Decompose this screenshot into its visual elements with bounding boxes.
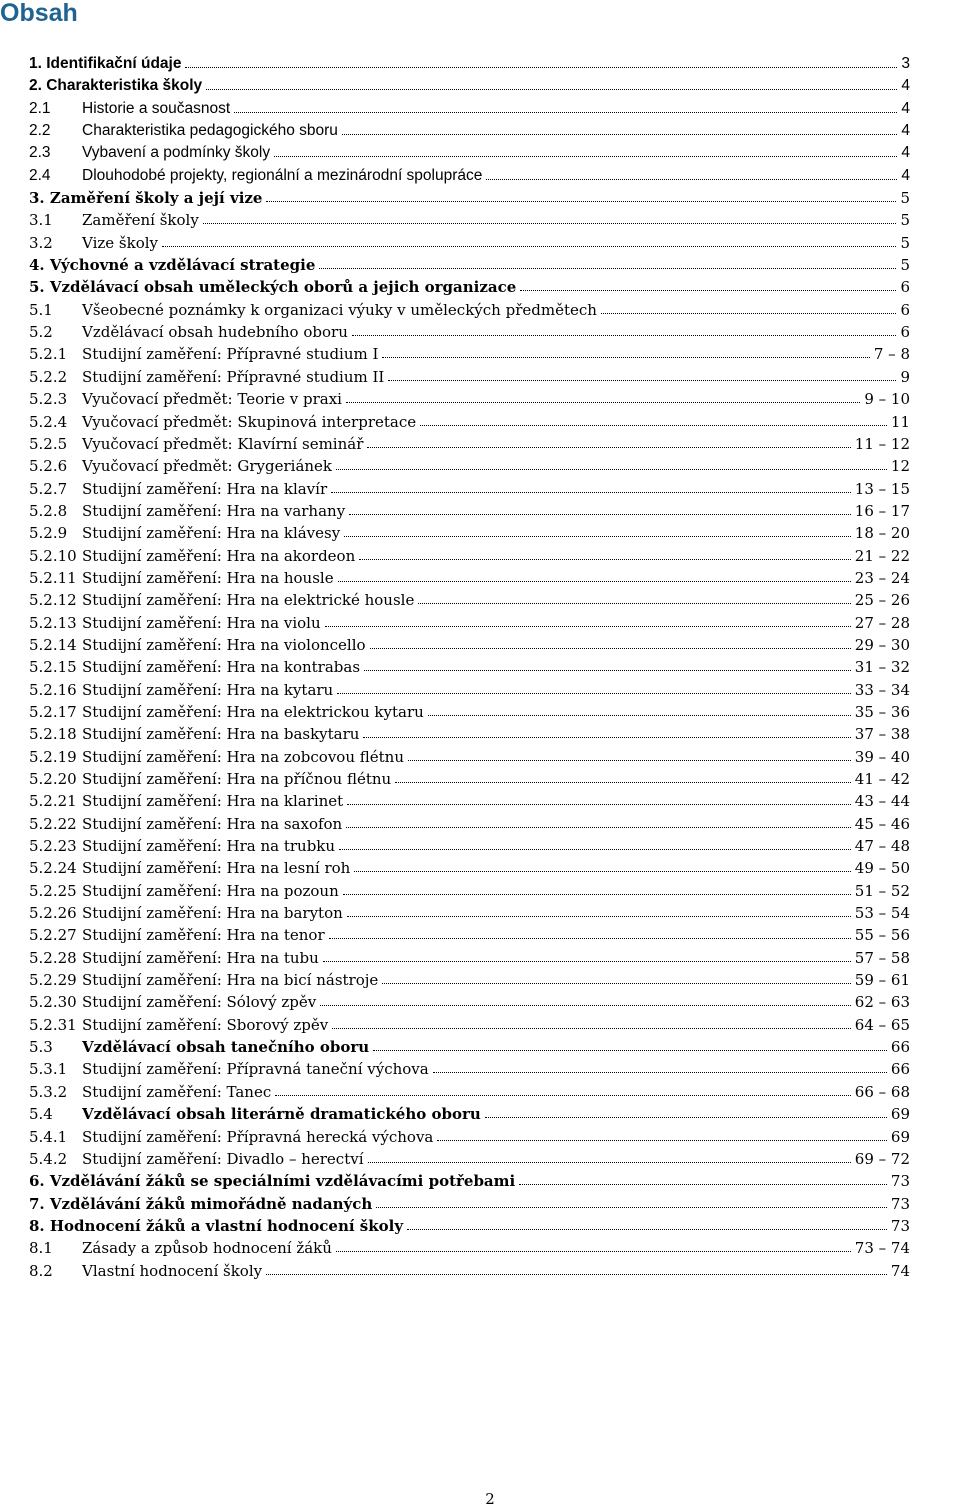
toc-entry[interactable] [0,902,910,924]
toc-leader-dots [373,1050,887,1051]
toc-entry-title: Studijní zaměření: Hra na baskytaru [82,725,360,744]
toc-entry-number: 5.2.15 [29,658,77,677]
toc-entry-title: Studijní zaměření: Divadlo – herectví [82,1149,364,1168]
toc-entry[interactable] [0,321,910,343]
toc-entry-page: 18 – 20 [854,524,910,543]
toc-entry-page: 4 [899,165,910,187]
toc-entry-title: Studijní zaměření: Hra na kontrabas [82,658,361,677]
toc-entry-title: 6. Vzdělávání žáků se speciálními vzdělávacími potřebami [29,1172,516,1191]
toc-entry-number: 5.2.13 [29,613,77,632]
toc-entry-page: 59 – 61 [854,971,910,990]
toc-leader-dots [364,670,851,671]
toc-entry[interactable] [0,701,910,723]
toc-entry-title: 7. Vzdělávání žáků mimořádně nadaných [29,1194,373,1213]
toc-leader-dots [319,268,896,269]
toc-entry-number: 8.1 [29,1239,53,1258]
toc-entry-title: Vyučovací předmět: Teorie v praxi [82,390,342,409]
toc-entry[interactable] [0,947,910,969]
toc-leader-dots [339,849,851,850]
toc-entry-page: 6 [900,323,910,342]
toc-entry-title: Studijní zaměření: Hra na elektrické housle [82,591,415,610]
toc-entry-page: 43 – 44 [854,792,910,811]
toc-leader-dots [354,871,851,872]
toc-entry[interactable] [0,1260,910,1282]
toc-entry-page: 33 – 34 [854,680,910,699]
toc-entry-title: Studijní zaměření: Hra na baryton [82,904,343,923]
toc-entry-page: 4 [899,142,910,164]
toc-entry[interactable] [0,299,910,321]
toc-entry[interactable] [0,500,910,522]
toc-entry-title: Studijní zaměření: Hra na klávesy [82,524,341,543]
toc-entry-page: 57 – 58 [854,948,910,967]
toc-leader-dots [203,223,896,224]
toc-entry-number: 5.4 [29,1105,53,1124]
toc-entry-page: 66 – 68 [854,1082,910,1101]
toc-entry-number: 5.2.4 [29,412,68,431]
toc-entry-page: 12 [890,457,910,476]
toc-entry-title: Vybavení a podmínky školy [82,144,271,162]
toc-leader-dots [382,983,851,984]
toc-leader-dots [519,1184,887,1185]
toc-entry-title: Studijní zaměření: Hra na klarinet [82,792,344,811]
toc-entry-title: Studijní zaměření: Tanec [82,1082,272,1101]
toc-entry-page: 23 – 24 [854,568,910,587]
toc-entry[interactable] [0,1193,910,1215]
toc-entry-number: 5.4.2 [29,1149,68,1168]
toc-entry-page: 9 [900,367,910,386]
toc-entry-title: Vize školy [82,233,159,252]
toc-entry-title: Studijní zaměření: Hra na zobcovou flétnu [82,747,404,766]
toc-entry[interactable] [0,209,910,231]
toc-entry[interactable] [0,388,910,410]
toc-entry-number: 5.2.8 [29,501,68,520]
toc-entry[interactable] [0,880,910,902]
toc-entry-page: 4 [899,75,910,97]
toc-entry-title: Studijní zaměření: Hra na violu [82,613,321,632]
toc-entry-title: Studijní zaměření: Hra na příčnou flétnu [82,770,392,788]
toc-entry-number: 5.3.1 [29,1060,68,1079]
toc-leader-dots [325,626,851,627]
toc-entry-page: 41 – 42 [854,770,910,788]
toc-leader-dots [486,179,897,180]
toc-entry[interactable] [0,857,910,879]
toc-leader-dots [331,492,851,493]
toc-entry-title: Studijní zaměření: Hra na elektrickou kytaru [82,702,424,721]
toc-entry[interactable] [0,656,910,678]
toc-entry-title: Studijní zaměření: Hra na tubu [82,948,319,967]
toc-entry-number: 2.2 [29,122,51,140]
toc-entry-title: Studijní zaměření: Sólový zpěv [82,993,317,1012]
toc-entry-number: 5.2.6 [29,457,68,476]
toc-entry[interactable] [0,835,910,857]
toc-entry-number: 5.2.26 [29,904,77,923]
toc-entry-title: Vzdělávací obsah tanečního oboru [82,1038,370,1057]
toc-entry-title: Studijní zaměření: Přípravná taneční výchova [82,1060,429,1079]
toc-leader-dots [336,469,887,470]
toc-entry-number: 8.2 [29,1261,53,1280]
toc-entry-page: 73 [890,1194,910,1213]
toc-entry-title: Zaměření školy [82,211,199,230]
toc-entry-page: 62 – 63 [854,993,910,1012]
toc-entry-number: 2.3 [29,144,51,162]
toc-entry-number: 5.2.17 [29,702,77,721]
toc-entry[interactable] [0,433,910,455]
toc-entry-number: 5.1 [29,300,53,319]
toc-entry[interactable] [0,679,910,701]
toc-entry-title: Studijní zaměření: Hra na klavír [82,479,328,498]
toc-entry-title: Studijní zaměření: Sborový zpěv [82,1015,329,1034]
toc-entry-page: 74 [890,1261,910,1280]
toc-entry-page: 6 [900,300,910,319]
toc-leader-dots [428,715,851,716]
toc-entry-number: 2.1 [29,99,51,117]
toc-entry[interactable] [0,232,910,254]
toc-entry[interactable] [0,1081,910,1103]
toc-entry-page: 66 [890,1038,910,1057]
toc-leader-dots [418,603,851,604]
toc-entry-page: 11 [890,412,910,431]
toc-leader-dots [185,67,897,68]
toc-leader-dots [337,693,851,694]
toc-entry[interactable] [0,768,910,790]
toc-entry-number: 5.2.12 [29,591,77,610]
toc-entry-title: Studijní zaměření: Hra na trubku [82,837,336,856]
toc-entry[interactable] [0,991,910,1013]
toc-entry-title: Studijní zaměření: Hra na varhany [82,501,346,520]
toc-leader-dots [323,961,851,962]
toc-entry-title: Vyučovací předmět: Skupinová interpretace [82,412,417,431]
toc-entry-title: Studijní zaměření: Hra na saxofon [82,814,343,833]
toc-entry-page: 39 – 40 [854,747,910,766]
toc-entry-number: 5.2.19 [29,747,77,766]
toc-entry-number: 5.2.31 [29,1015,77,1034]
toc-leader-dots [234,112,897,113]
toc-entry-title: 8. Hodnocení žáků a vlastní hodnocení školy [29,1216,404,1235]
toc-entry-number: 5.2.11 [29,568,77,587]
toc-leader-dots [344,536,851,537]
toc-entry-number: 5.2.18 [29,725,77,744]
toc-entry-number: 5.4.1 [29,1127,68,1146]
toc-entry[interactable] [0,545,910,567]
toc-leader-dots [343,894,851,895]
toc-entry-number: 5.2.1 [29,345,68,364]
toc-entry-page: 35 – 36 [854,702,910,721]
toc-entry-number: 3.2 [29,233,53,252]
toc-leader-dots [433,1072,887,1073]
toc-entry-page: 53 – 54 [854,904,910,923]
toc-leader-dots [349,514,851,515]
toc-entry[interactable] [0,790,910,812]
toc-leader-dots [408,760,851,761]
toc-leader-dots [368,1162,851,1163]
toc-entry-title: Vzdělávací obsah literárně dramatického oboru [82,1105,481,1124]
toc-leader-dots [338,581,851,582]
toc-entry-page: 5 [900,211,910,230]
toc-entry-page: 37 – 38 [854,725,910,744]
toc-entry-title: 1. Identifikační údaje [29,55,182,72]
toc-entry[interactable] [0,522,910,544]
toc-entry-page: 5 [900,233,910,252]
toc-leader-dots [329,938,851,939]
toc-entry[interactable] [0,411,910,433]
toc-entry-number: 5.2.3 [29,390,68,409]
toc-entry-page: 9 – 10 [864,390,910,409]
toc-entry-page: 51 – 52 [854,881,910,900]
toc-entry-title: 5. Vzdělávací obsah uměleckých oborů a jejich organizace [29,278,517,297]
toc-entry[interactable] [0,1237,910,1259]
toc-entry[interactable] [0,343,910,365]
toc-entry-page: 25 – 26 [854,591,910,610]
toc-entry-title: Studijní zaměření: Přípravná herecká výchova [82,1127,434,1146]
toc-entry[interactable] [0,1170,910,1192]
toc-leader-dots [332,1028,851,1029]
toc-entry-page: 3 [899,53,910,75]
toc-leader-dots [346,827,851,828]
toc-entry[interactable] [0,1215,910,1237]
toc-entry-title: Vyučovací předmět: Klavírní seminář [82,434,364,453]
toc-entry-title: 4. Výchovné a vzdělávací strategie [29,256,316,275]
toc-leader-dots [601,313,896,314]
toc-leader-dots [382,357,870,358]
toc-entry[interactable] [0,366,910,388]
toc-leader-dots [346,402,860,403]
toc-entry-title: Studijní zaměření: Hra na pozoun [82,881,339,900]
toc-entry[interactable] [0,1103,910,1125]
toc-entry-title: Studijní zaměření: Hra na lesní roh [82,859,351,878]
toc-leader-dots [367,447,851,448]
toc-entry-title: Všeobecné poznámky k organizaci výuky v uměleckých předmětech [82,300,597,319]
toc-entry-number: 5.2 [29,323,53,342]
toc-leader-dots [420,425,887,426]
toc-entry-title: 3. Zaměření školy a její vize [29,189,263,208]
toc-entry[interactable] [0,634,910,656]
page-title: Obsah [0,0,78,27]
toc-entry-title: Studijní zaměření: Hra na akordeon [82,546,356,565]
toc-entry-page: 13 – 15 [854,479,910,498]
toc-entry[interactable] [0,1126,910,1148]
toc-entry[interactable] [0,589,910,611]
toc-leader-dots [266,1274,887,1275]
toc-leader-dots [320,1005,851,1006]
toc-entry-title: Studijní zaměření: Hra na bicí nástroje [82,971,379,990]
toc-leader-dots [266,201,896,202]
toc-entry-title: Vyučovací předmět: Grygeriánek [82,457,333,476]
toc-entry-title: Studijní zaměření: Hra na kytaru [82,680,334,699]
toc-leader-dots [363,737,851,738]
toc-entry-page: 5 [900,189,910,208]
toc-entry-title: Dlouhodobé projekty, regionální a mezinárodní spolupráce [82,166,483,184]
toc-entry[interactable] [0,723,910,745]
toc-entry-page: 49 – 50 [854,859,910,878]
toc-entry[interactable] [0,142,910,164]
table-of-contents [0,53,960,1282]
toc-entry-number: 5.2.25 [29,881,77,900]
toc-entry[interactable] [0,98,910,120]
toc-entry[interactable] [0,276,910,298]
toc-entry-page: 73 [890,1216,910,1235]
toc-entry-number: 5.2.16 [29,680,77,699]
toc-entry-page: 69 – 72 [854,1149,910,1168]
page-number: 2 [485,1490,495,1508]
toc-leader-dots [376,1207,887,1208]
toc-leader-dots [359,559,851,560]
toc-entry-number: 5.2.27 [29,926,77,945]
toc-entry[interactable] [0,478,910,500]
toc-leader-dots [274,156,897,157]
toc-leader-dots [520,290,896,291]
toc-entry-number: 5.3 [29,1038,53,1057]
toc-entry-page: 6 [900,278,910,297]
toc-entry[interactable] [0,567,910,589]
toc-entry[interactable] [0,254,910,276]
toc-leader-dots [347,916,851,917]
toc-entry-page: 73 – 74 [854,1239,910,1258]
toc-leader-dots [388,380,896,381]
toc-entry-page: 31 – 32 [854,658,910,677]
toc-leader-dots [275,1095,851,1096]
toc-entry-page: 16 – 17 [854,501,910,520]
toc-entry-page: 64 – 65 [854,1015,910,1034]
toc-leader-dots [485,1117,887,1118]
toc-entry-number: 5.2.7 [29,479,68,498]
toc-entry-page: 45 – 46 [854,814,910,833]
toc-entry-number: 5.2.21 [29,792,77,811]
toc-entry-number: 3.1 [29,211,53,230]
toc-entry-title: Studijní zaměření: Hra na violoncello [82,635,366,654]
toc-entry[interactable] [0,746,910,768]
toc-leader-dots [395,782,851,783]
toc-entry[interactable] [0,120,910,142]
toc-entry-page: 29 – 30 [854,635,910,654]
toc-entry-page: 5 [900,256,910,275]
toc-entry-number: 5.2.23 [29,837,77,856]
toc-entry-title: Studijní zaměření: Přípravné studium I [82,345,379,364]
toc-leader-dots [437,1140,887,1141]
toc-entry-number: 5.2.29 [29,971,77,990]
toc-entry-number: 5.2.30 [29,993,77,1012]
toc-entry-page: 11 – 12 [854,434,910,453]
toc-entry-title: Vzdělávací obsah hudebního oboru [82,323,348,342]
toc-entry[interactable] [0,924,910,946]
toc-entry-number: 5.2.22 [29,814,77,833]
toc-leader-dots [162,246,896,247]
toc-entry[interactable] [0,1036,910,1058]
toc-entry[interactable] [0,187,910,209]
toc-entry-title: Studijní zaměření: Přípravné studium II [82,367,385,386]
toc-entry-title: Charakteristika pedagogického sboru [82,122,338,140]
toc-entry-title: Studijní zaměření: Hra na tenor [82,926,325,945]
toc-entry[interactable] [0,165,910,187]
toc-entry-page: 4 [899,120,910,142]
toc-entry-page: 66 [890,1060,910,1079]
toc-entry-page: 73 [890,1172,910,1191]
toc-entry-title: Zásady a způsob hodnocení žáků [82,1239,332,1258]
toc-entry-page: 27 – 28 [854,613,910,632]
toc-leader-dots [342,134,897,135]
toc-entry[interactable] [0,969,910,991]
toc-entry-number: 5.2.10 [29,546,77,565]
toc-entry-number: 5.2.5 [29,434,68,453]
toc-entry-page: 47 – 48 [854,837,910,856]
toc-entry-number: 5.2.24 [29,859,77,878]
toc-entry[interactable] [0,1014,910,1036]
toc-entry-number: 2.4 [29,166,51,184]
toc-leader-dots [352,335,896,336]
toc-leader-dots [370,648,851,649]
toc-entry-number: 5.2.20 [29,770,77,788]
toc-entry[interactable] [0,1058,910,1080]
toc-entry-title: 2. Charakteristika školy [29,77,203,95]
toc-entry-page: 4 [899,98,910,120]
toc-entry[interactable] [0,75,910,97]
toc-entry-page: 55 – 56 [854,926,910,945]
toc-entry-number: 5.2.14 [29,635,77,654]
toc-entry[interactable] [0,455,910,477]
toc-entry-title: Studijní zaměření: Hra na housle [82,568,334,587]
toc-entry[interactable] [0,53,910,75]
toc-entry-number: 5.3.2 [29,1082,68,1101]
toc-leader-dots [206,89,897,90]
toc-entry-page: 21 – 22 [854,546,910,565]
toc-leader-dots [407,1229,887,1230]
toc-entry-page: 7 – 8 [873,345,910,364]
toc-entry-title: Historie a současnost [82,99,231,117]
toc-entry-title: Vlastní hodnocení školy [82,1261,263,1280]
toc-entry[interactable] [0,1148,910,1170]
toc-entry[interactable] [0,813,910,835]
toc-entry-number: 5.2.2 [29,367,68,386]
toc-leader-dots [336,1251,851,1252]
toc-entry-number: 5.2.28 [29,948,77,967]
toc-leader-dots [347,804,851,805]
toc-entry-number: 5.2.9 [29,524,68,543]
toc-entry-page: 69 [890,1127,910,1146]
toc-entry[interactable] [0,612,910,634]
toc-entry-page: 69 [890,1105,910,1124]
